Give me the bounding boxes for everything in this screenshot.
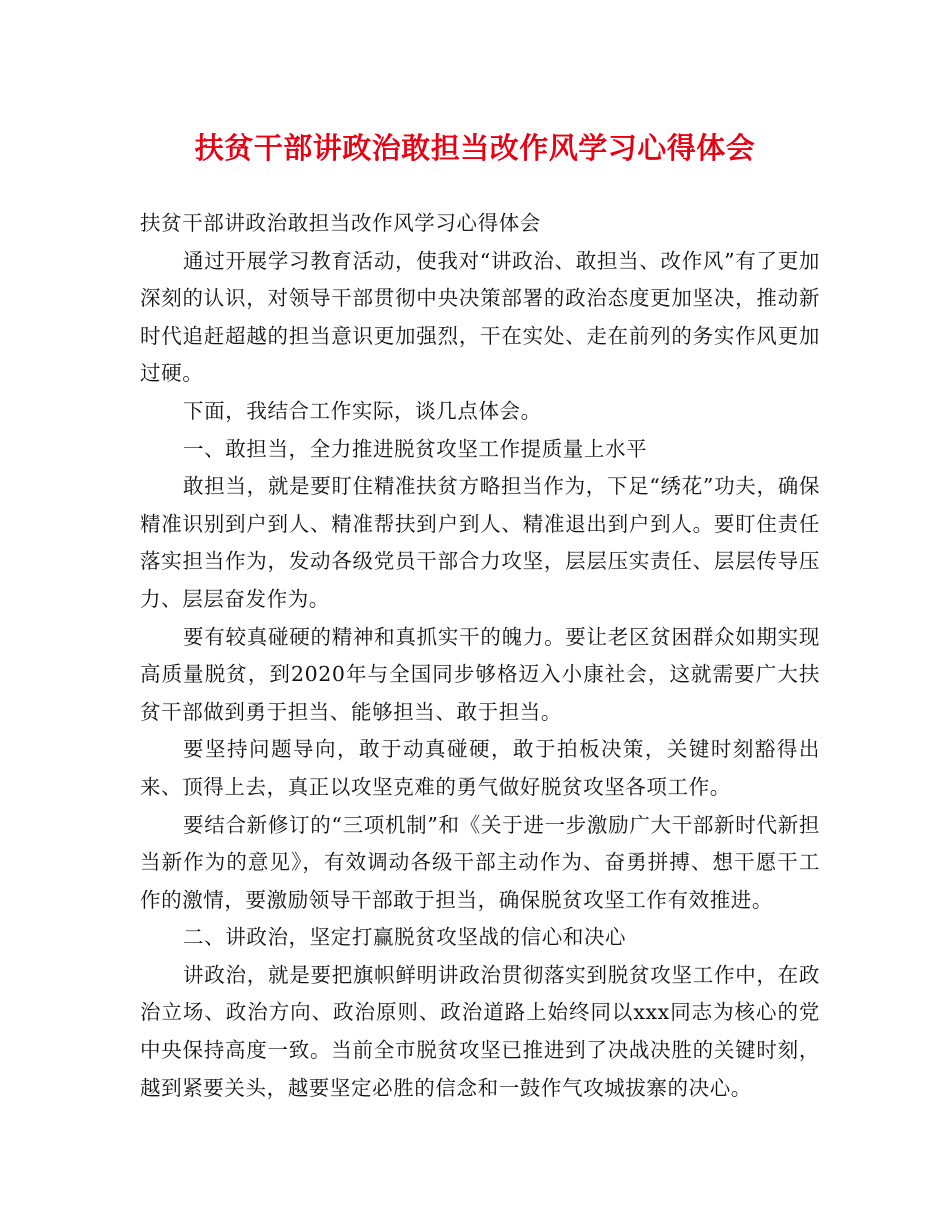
document-title: 扶贫干部讲政治敢担当改作风学习心得体会 bbox=[194, 131, 756, 165]
body-paragraph: 敢担当，就是要盯住精准扶贫方略担当作为，下足“绣花”功夫，确保精准识别到户到人、精准帮扶到户到人、精准退出到户到人。要盯住责任落实担当作为，发动各级党员干部合力攻坚，层层压实责任、层层传导压力、层层奋发作为。 bbox=[140, 474, 820, 611]
body-paragraph: 通过开展学习教育活动，使我对“讲政治、敢担当、改作风”有了更加深刻的认识，对领导干部贯彻中央决策部署的政治态度更加坚决，推动新时代追赶超越的担当意识更加强烈，干在实处、走在前列的务实作风更加过硬。 bbox=[140, 248, 820, 386]
body-paragraph: 要有较真碰硬的精神和真抓实干的魄力。要让老区贫困群众如期实现高质量脱贫，到2020年与全国同步够格迈入小康社会，这就需要广大扶贫干部做到勇于担当、能够担当、敢于担当。 bbox=[140, 624, 820, 724]
document-body bbox=[140, 205, 820, 1107]
section-heading-2: 二、讲政治，坚定打赢脱贫攻坚战的信心和决心 bbox=[183, 925, 627, 950]
body-paragraph-subtitle: 扶贫干部讲政治敢担当改作风学习心得体会 bbox=[140, 211, 541, 235]
body-paragraph: 要结合新修订的“三项机制”和《关于进一步激励广大干部新时代新担当新作为的意见》，有效调动各级干部主动作为、奋勇拼搏、想干愿干工作的激情，要激励领导干部敢于担当，确保脱贫攻坚工作有效推进。 bbox=[140, 812, 820, 912]
body-paragraph: 要坚持问题导向，敢于动真碰硬，敢于拍板决策，关键时刻豁得出来、顶得上去，真正以攻坚克难的勇气做好脱贫攻坚各项工作。 bbox=[140, 737, 820, 799]
body-paragraph: 讲政治，就是要把旗帜鲜明讲政治贯彻落实到脱贫攻坚工作中，在政治立场、政治方向、政治原则、政治道路上始终同以xxx同志为核心的党中央保持高度一致。当前全市脱贫攻坚已推进到了决战决胜的关键时刻，越到紧要关头，越要坚定必胜的信念和一鼓作气攻城拔寨的决心。 bbox=[140, 962, 820, 1100]
section-heading-1: 一、敢担当，全力推进脱贫攻坚工作提质量上水平 bbox=[183, 436, 648, 461]
body-paragraph: 下面，我结合工作实际，谈几点体会。 bbox=[183, 398, 542, 423]
